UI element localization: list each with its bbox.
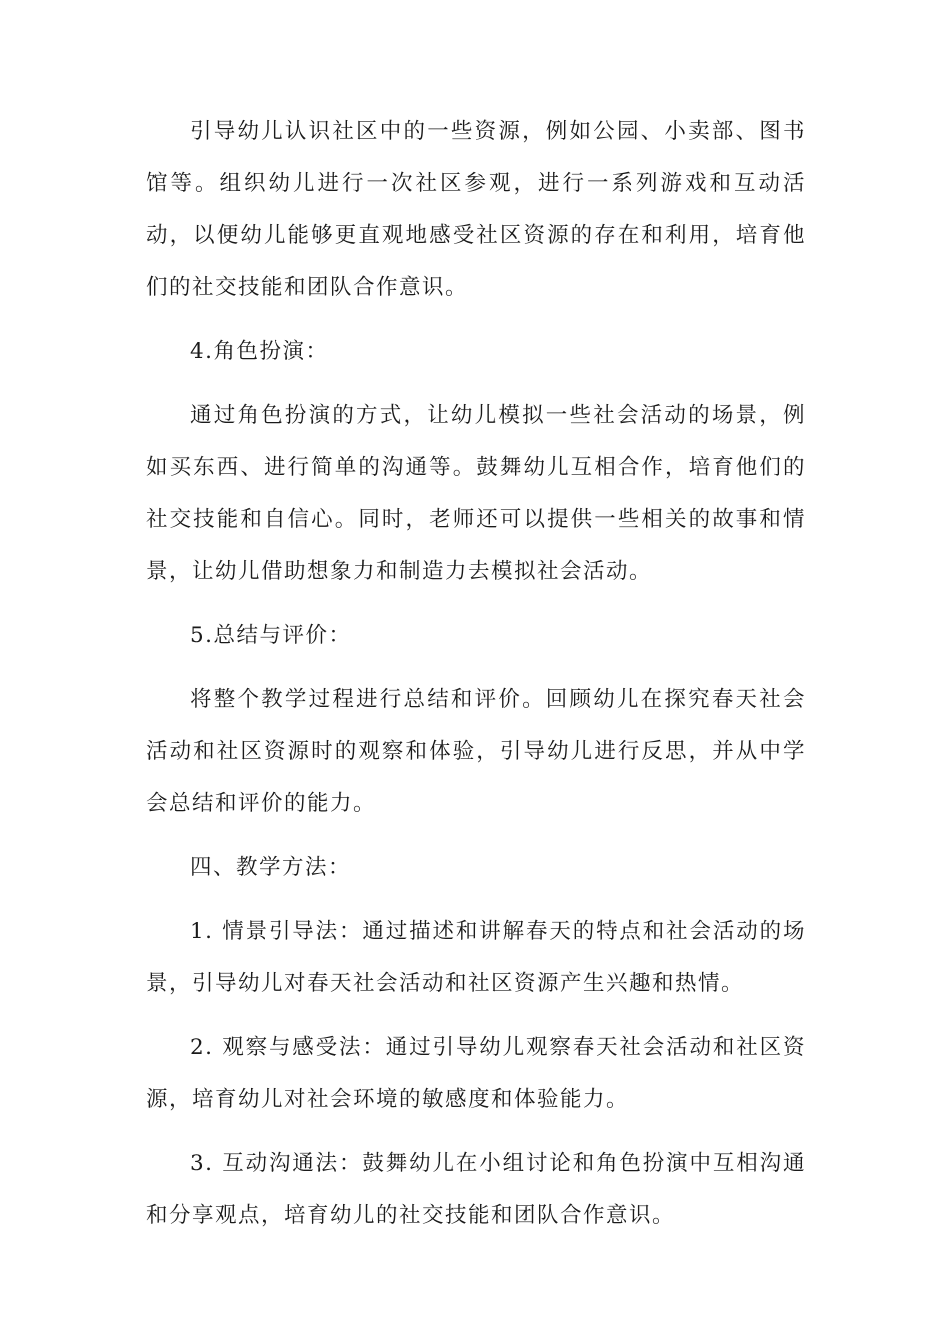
section-heading-role-play: 4.角色扮演： [190, 339, 329, 364]
document-body [146, 106, 806, 1254]
paragraph-method-3: 3. 互动沟通法：鼓舞幼儿在小组讨论和角色扮演中互相沟通和分享观点，培育幼儿的社交技能和团队合作意识。 [146, 1151, 806, 1228]
section-heading-teaching-methods: 四、教学方法： [190, 855, 352, 880]
paragraph-method-2: 2. 观察与感受法：通过引导幼儿观察春天社会活动和社区资源，培育幼儿对社会环境的敏感度和体验能力。 [146, 1035, 806, 1112]
paragraph-summary: 将整个教学过程进行总结和评价。回顾幼儿在探究春天社会活动和社区资源时的观察和体验，引导幼儿进行反思，并从中学会总结和评价的能力。 [146, 687, 806, 816]
paragraph-method-1: 1. 情景引导法：通过描述和讲解春天的特点和社会活动的场景，引导幼儿对春天社会活动和社区资源产生兴趣和热情。 [146, 919, 806, 996]
paragraph-community-resources: 引导幼儿认识社区中的一些资源，例如公园、小卖部、图书馆等。组织幼儿进行一次社区参观，进行一系列游戏和互动活动，以便幼儿能够更直观地感受社区资源的存在和利用，培育他们的社交技能和团队合作意识。 [146, 119, 806, 300]
paragraph-role-play: 通过角色扮演的方式，让幼儿模拟一些社会活动的场景，例如买东西、进行简单的沟通等。鼓舞幼儿互相合作，培育他们的社交技能和自信心。同时，老师还可以提供一些相关的故事和情景，让幼儿借助想象力和制造力去模拟社会活动。 [146, 403, 806, 584]
section-heading-summary: 5.总结与评价： [190, 623, 352, 648]
